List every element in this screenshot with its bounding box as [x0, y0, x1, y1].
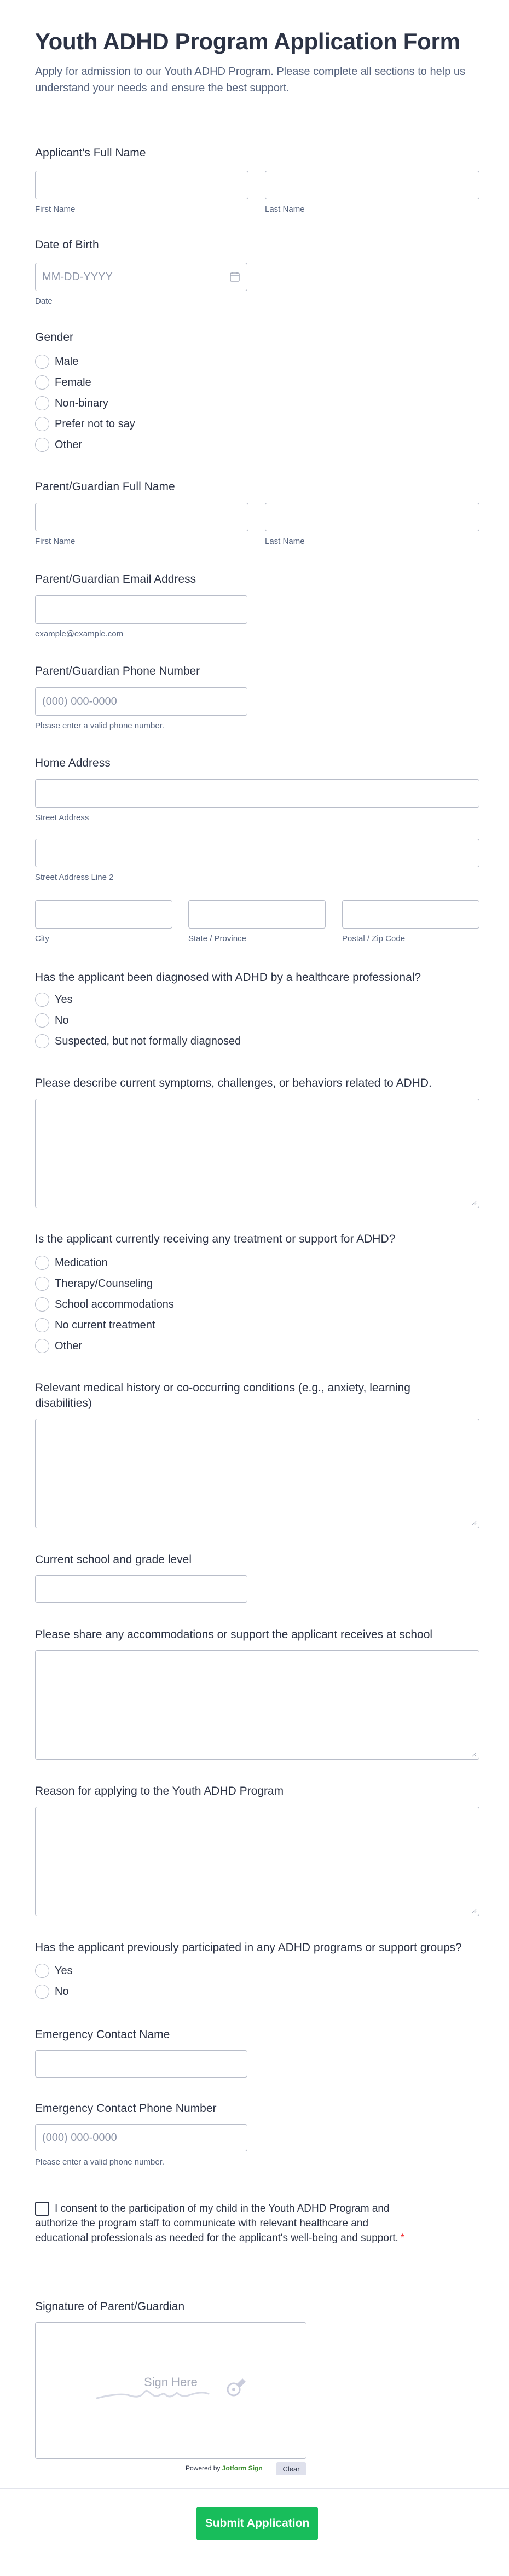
emergency-phone-label: Emergency Contact Phone Number	[35, 2102, 217, 2115]
zip-input[interactable]	[342, 900, 479, 929]
radio-option[interactable]	[35, 1297, 174, 1312]
radio-button[interactable]	[35, 1277, 49, 1291]
calendar-icon[interactable]	[229, 271, 240, 282]
phone-sublabel: Please enter a valid phone number.	[35, 721, 164, 730]
radio-label: Female	[55, 376, 91, 388]
radio-button[interactable]	[35, 375, 49, 390]
radio-button[interactable]	[35, 438, 49, 452]
emergency-name-question	[35, 2027, 479, 2043]
radio-label: No	[55, 1014, 69, 1026]
radio-button[interactable]	[35, 417, 49, 431]
reason-textarea[interactable]	[35, 1807, 479, 1916]
form-subtitle: Apply for admission to our Youth ADHD Program. Please complete all sections to help us understand your needs and ensure the best support.	[35, 66, 465, 94]
radio-button[interactable]	[35, 1339, 49, 1353]
radio-label: No current treatment	[55, 1319, 155, 1331]
radio-option[interactable]	[35, 1034, 241, 1049]
signature-question	[35, 2299, 479, 2473]
phone-placeholder: (000) 000-0000	[42, 2131, 117, 2144]
street-address-sublabel: Street Address	[35, 813, 89, 822]
sign-here-placeholder: Sign Here	[144, 2375, 198, 2389]
radio-option[interactable]	[35, 1013, 69, 1028]
accommodations-label: Please share any accommodations or support the applicant receives at school	[35, 1628, 433, 1641]
gender-label: Gender	[35, 331, 74, 344]
city-input[interactable]	[35, 900, 172, 929]
radio-button[interactable]	[35, 1297, 49, 1312]
radio-option[interactable]	[35, 375, 91, 390]
radio-button[interactable]	[35, 1318, 49, 1332]
phone-sublabel: Please enter a valid phone number.	[35, 2157, 164, 2167]
radio-label: Yes	[55, 993, 73, 1006]
reason-question	[35, 1784, 479, 1799]
guardian-email-label: Parent/Guardian Email Address	[35, 573, 196, 585]
required-mark: *	[400, 2232, 405, 2244]
emergency-name-label: Emergency Contact Name	[35, 2028, 170, 2041]
accommodations-question	[35, 1627, 479, 1643]
guardian-name-question	[35, 479, 479, 546]
guardian-email-input[interactable]	[35, 595, 247, 624]
state-sublabel: State / Province	[188, 934, 246, 943]
participated-question	[35, 1940, 479, 1998]
address-label: Home Address	[35, 757, 111, 769]
first-name-sublabel: First Name	[35, 205, 76, 214]
phone-placeholder: (000) 000-0000	[42, 695, 117, 707]
school-label: Current school and grade level	[35, 1553, 192, 1566]
applicant-name-label: Applicant's Full Name	[35, 147, 146, 159]
school-input[interactable]	[35, 1575, 247, 1603]
resize-handle-icon[interactable]	[471, 1200, 477, 1205]
radio-button[interactable]	[35, 1034, 49, 1048]
applicant-name-question	[35, 146, 479, 214]
radio-button[interactable]	[35, 993, 49, 1007]
resize-handle-icon[interactable]	[471, 1908, 477, 1913]
radio-button[interactable]	[35, 1013, 49, 1028]
radio-button[interactable]	[35, 355, 49, 369]
radio-label: Male	[55, 355, 79, 368]
dob-label: Date of Birth	[35, 239, 99, 251]
symptoms-textarea[interactable]	[35, 1099, 479, 1208]
consent-text: I consent to the participation of my child in the Youth ADHD Program and authorize the program staff to communicate with relevant healthcare and educational professionals as needed for the applicant's well-being and support.	[35, 2203, 398, 2244]
gender-question	[35, 330, 479, 451]
reason-label: Reason for applying to the Youth ADHD Program	[35, 1785, 284, 1797]
guardian-phone-label: Parent/Guardian Phone Number	[35, 665, 200, 677]
consent-text-wrapper	[35, 2201, 423, 2246]
address-question	[35, 756, 479, 943]
last-name-sublabel: Last Name	[265, 205, 305, 214]
applicant-last-name-input[interactable]	[265, 171, 479, 199]
radio-option[interactable]	[35, 1318, 155, 1333]
participated-label: Has the applicant previously participated in any ADHD programs or support groups?	[35, 1941, 462, 1954]
guardian-phone-question	[35, 664, 479, 730]
powered-brand: Jotform Sign	[222, 2464, 263, 2472]
powered-by-jotform-sign	[186, 2464, 263, 2472]
radio-label: Medication	[55, 1256, 108, 1269]
radio-button[interactable]	[35, 1964, 49, 1978]
radio-label: Yes	[55, 1964, 73, 1977]
submit-button[interactable]: Submit Application	[196, 2507, 318, 2540]
form-header	[0, 0, 509, 124]
signature-pad[interactable]	[35, 2322, 306, 2459]
street-address-line2-sublabel: Street Address Line 2	[35, 873, 114, 882]
guardian-phone-input[interactable]	[35, 687, 247, 716]
radio-button[interactable]	[35, 1256, 49, 1270]
history-textarea[interactable]	[35, 1419, 479, 1528]
email-sublabel: example@example.com	[35, 629, 124, 639]
history-label: Relevant medical history or co-occurring conditions (e.g., anxiety, learning disabilities)	[35, 1382, 410, 1409]
radio-label: Suspected, but not formally diagnosed	[55, 1035, 241, 1047]
radio-label: Other	[55, 1339, 83, 1352]
radio-option[interactable]	[35, 437, 82, 452]
radio-option[interactable]	[35, 1963, 73, 1979]
treatment-question	[35, 1232, 479, 1352]
radio-label: Other	[55, 438, 83, 451]
radio-option[interactable]	[35, 1338, 82, 1354]
radio-option[interactable]	[35, 416, 135, 432]
radio-option[interactable]	[35, 1984, 69, 1999]
accommodations-textarea[interactable]	[35, 1650, 479, 1760]
first-name-sublabel: First Name	[35, 537, 76, 546]
radio-label: Prefer not to say	[55, 417, 135, 430]
street-address-input[interactable]	[35, 779, 479, 808]
dob-placeholder: MM-DD-YYYY	[42, 270, 113, 283]
dob-input[interactable]	[35, 263, 247, 291]
applicant-first-name-input[interactable]	[35, 171, 248, 199]
clear-signature-button[interactable]: Clear	[276, 2462, 306, 2475]
radio-option[interactable]	[35, 1255, 108, 1270]
resize-handle-icon[interactable]	[471, 1520, 477, 1525]
guardian-email-question	[35, 572, 479, 639]
last-name-sublabel: Last Name	[265, 537, 305, 546]
history-question	[35, 1380, 479, 1411]
school-question	[35, 1552, 479, 1568]
city-sublabel: City	[35, 934, 49, 943]
radio-option[interactable]	[35, 396, 108, 411]
form-title: Youth ADHD Program Application Form	[35, 28, 460, 54]
emergency-phone-question	[35, 2101, 479, 2167]
radio-button[interactable]	[35, 1985, 49, 1999]
symptoms-question	[35, 1076, 479, 1091]
dob-question	[35, 237, 479, 306]
guardian-first-name-input[interactable]	[35, 503, 248, 531]
zip-sublabel: Postal / Zip Code	[342, 934, 406, 943]
guardian-last-name-input[interactable]	[265, 503, 479, 531]
dob-sublabel: Date	[35, 297, 53, 306]
radio-label: No	[55, 1985, 69, 1998]
state-input[interactable]	[188, 900, 326, 929]
radio-option[interactable]	[35, 992, 73, 1007]
emergency-phone-input[interactable]	[35, 2124, 247, 2151]
emergency-name-input[interactable]	[35, 2050, 247, 2078]
signature-label: Signature of Parent/Guardian	[35, 2300, 185, 2313]
radio-option[interactable]	[35, 1276, 153, 1291]
powered-prefix: Powered by	[186, 2464, 221, 2472]
guardian-name-label: Parent/Guardian Full Name	[35, 480, 175, 493]
radio-option[interactable]	[35, 354, 78, 369]
diagnosed-label: Has the applicant been diagnosed with ADHD by a healthcare professional?	[35, 971, 421, 984]
radio-button[interactable]	[35, 396, 49, 410]
radio-label: Non-binary	[55, 397, 108, 409]
symptoms-label: Please describe current symptoms, challenges, or behaviors related to ADHD.	[35, 1077, 432, 1089]
street-address-line2-input[interactable]	[35, 839, 479, 867]
resize-handle-icon[interactable]	[471, 1751, 477, 1757]
radio-label: Therapy/Counseling	[55, 1277, 153, 1290]
diagnosed-question	[35, 970, 479, 1047]
treatment-label: Is the applicant currently receiving any treatment or support for ADHD?	[35, 1233, 396, 1245]
radio-label: School accommodations	[55, 1298, 174, 1310]
